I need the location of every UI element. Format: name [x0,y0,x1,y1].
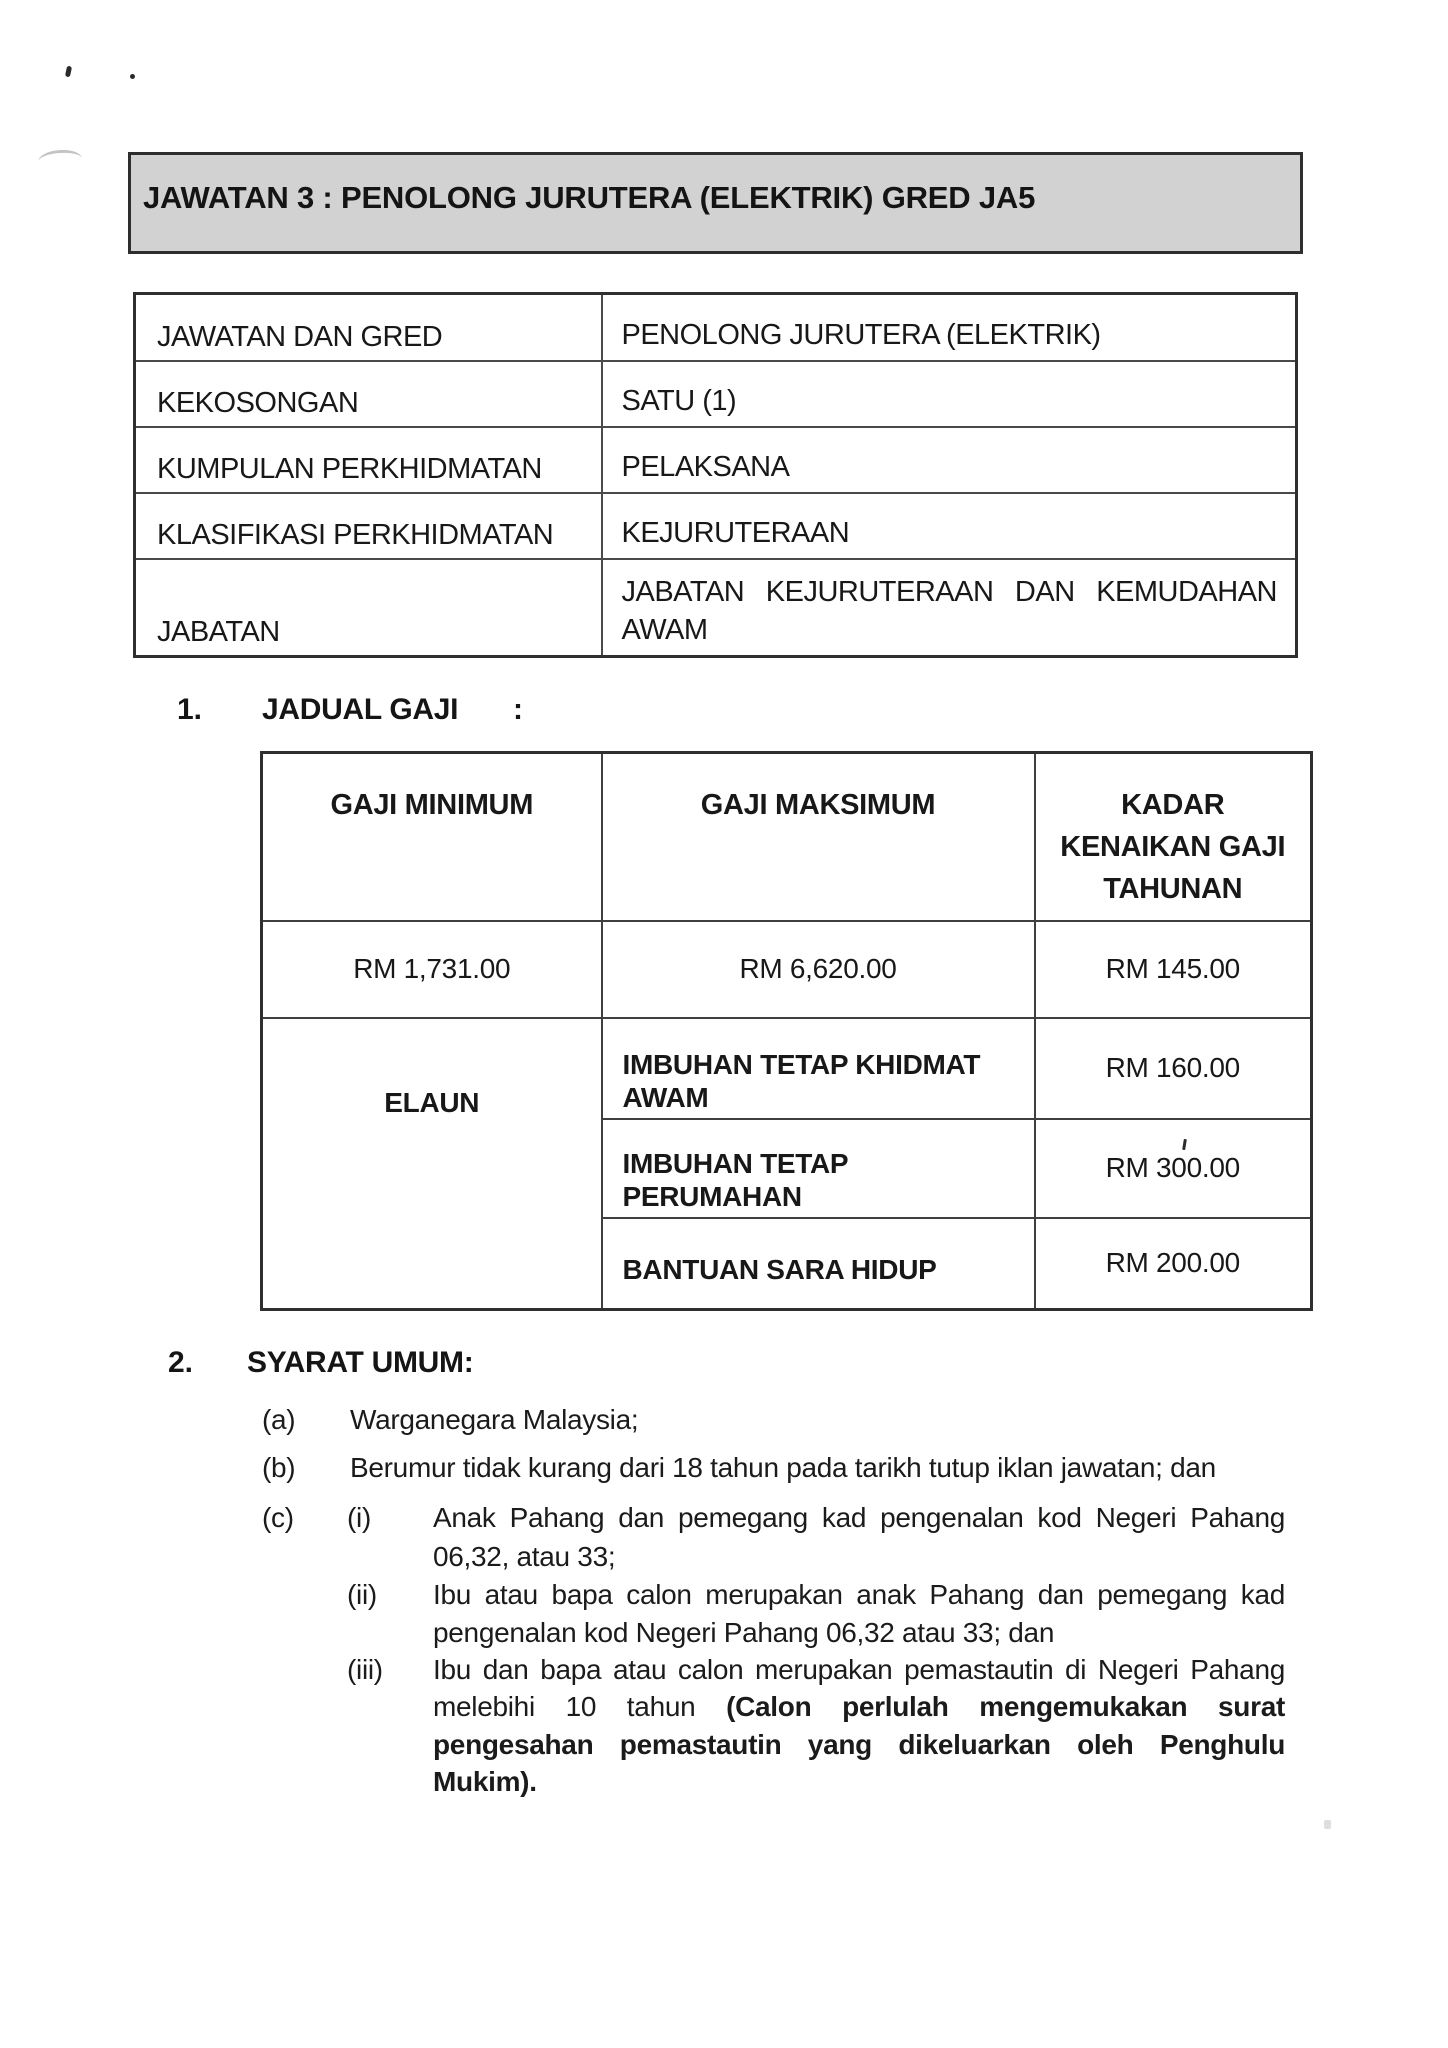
table-row [135,493,1297,559]
condition-c-iii-line2-bold: (Calon perlulah mengemukakan surat [726,1691,1286,1722]
condition-c-iii-line2 [433,1691,1285,1723]
condition-c-iii-line1: Ibu dan bapa atau calon merupakan pemastautin di Negeri Pahang [433,1654,1285,1685]
salary-min-value: RM 1,731.00 [262,921,602,1018]
salary-header-kadar-line: KADAR [1121,789,1225,821]
condition-c-iii-marker: (iii) [347,1654,383,1685]
job-title-banner [128,152,1303,254]
detail-label: JABATAN [135,559,602,657]
salary-header-max: GAJI MAKSIMUM [602,753,1035,921]
salary-max-value: RM 6,620.00 [602,921,1035,1018]
condition-c-i-marker: (i) [347,1502,371,1533]
allowance-name [602,1119,1035,1218]
section1-title: JADUAL GAJI [262,693,459,726]
condition-c-iii-line3: pengesahan pemastautin yang dikeluarkan oleh Penghulu [433,1729,1285,1760]
table-row [135,559,1297,657]
condition-b-text: Berumur tidak kurang dari 18 tahun pada tarikh tutup iklan jawatan; dan [350,1452,1216,1483]
detail-label: KEKOSONGAN [135,361,602,427]
scan-artifact-dot [130,74,135,79]
allowance-amount: RM 200.00 [1035,1218,1312,1310]
table-row [262,1018,1312,1119]
job-detail-table [133,292,1298,658]
allowance-name-line: IMBUHAN TETAP KHIDMAT [622,1048,981,1080]
salary-header-min: GAJI MINIMUM [262,753,602,921]
scan-artifact-arc [37,148,82,168]
table-row [135,427,1297,493]
condition-c-i-line1: Anak Pahang dan pemegang kad pengenalan kod Negeri Pahang [433,1502,1285,1533]
section1-number: 1. [177,693,203,726]
detail-value: SATU (1) [602,361,1297,427]
allowance-name-line: IMBUHAN TETAP [622,1147,849,1179]
detail-value: PENOLONG JURUTERA (ELEKTRIK) [602,294,1297,361]
scan-artifact-comma [65,66,72,78]
condition-a-marker: (a) [262,1404,296,1435]
elaun-label: ELAUN [262,1018,602,1310]
condition-c-i-line2: 06,32, atau 33; [433,1541,616,1572]
detail-label: JAWATAN DAN GRED [135,294,602,361]
salary-kadar-value: RM 145.00 [1035,921,1312,1018]
table-row [135,294,1297,361]
table-header-row [262,753,1312,921]
allowance-name [602,1218,1035,1310]
allowance-amount: RM 160.00 [1035,1018,1312,1119]
condition-b-marker: (b) [262,1452,296,1483]
condition-c-ii-line1: Ibu atau bapa calon merupakan anak Pahang dan pemegang kad [433,1579,1285,1610]
salary-header-kadar-line: KENAIKAN GAJI [1060,831,1286,863]
salary-table [260,751,1313,1311]
table-row [262,921,1312,1018]
job-title-text: JAWATAN 3 : PENOLONG JURUTERA (ELEKTRIK) GRED JA5 [143,180,1036,215]
detail-label: KUMPULAN PERKHIDMATAN [135,427,602,493]
condition-c-iii-line2-normal: melebihi 10 tahun [433,1691,696,1722]
section2-number: 2. [168,1346,194,1379]
allowance-name [602,1018,1035,1119]
detail-label: KLASIFIKASI PERKHIDMATAN [135,493,602,559]
detail-value [602,559,1297,657]
condition-c-ii-marker: (ii) [347,1579,377,1610]
allowance-name-line: BANTUAN SARA HIDUP [622,1254,937,1285]
table-row [135,361,1297,427]
condition-c-marker: (c) [262,1502,294,1533]
salary-header-kadar [1035,753,1312,921]
allowance-amount: RM 300.00 [1035,1119,1312,1218]
salary-header-kadar-line: TAHUNAN [1103,873,1243,905]
detail-value: KEJURUTERAAN [602,493,1297,559]
section1-colon: : [513,693,523,726]
detail-value-line: JABATAN KEJURUTERAAN DAN KEMUDAHAN [621,576,1277,608]
allowance-name-line: AWAM [622,1081,709,1113]
detail-value-line: AWAM [621,614,708,646]
detail-value: PELAKSANA [602,427,1297,493]
allowance-name-line: PERUMAHAN [622,1180,802,1212]
condition-c-iii-line4: Mukim). [433,1766,537,1797]
section2-title: SYARAT UMUM: [247,1346,474,1379]
condition-a-text: Warganegara Malaysia; [350,1404,639,1435]
condition-c-ii-line2: pengenalan kod Negeri Pahang 06,32 atau 33; dan [433,1617,1055,1648]
scan-artifact-faint [1324,1820,1331,1829]
